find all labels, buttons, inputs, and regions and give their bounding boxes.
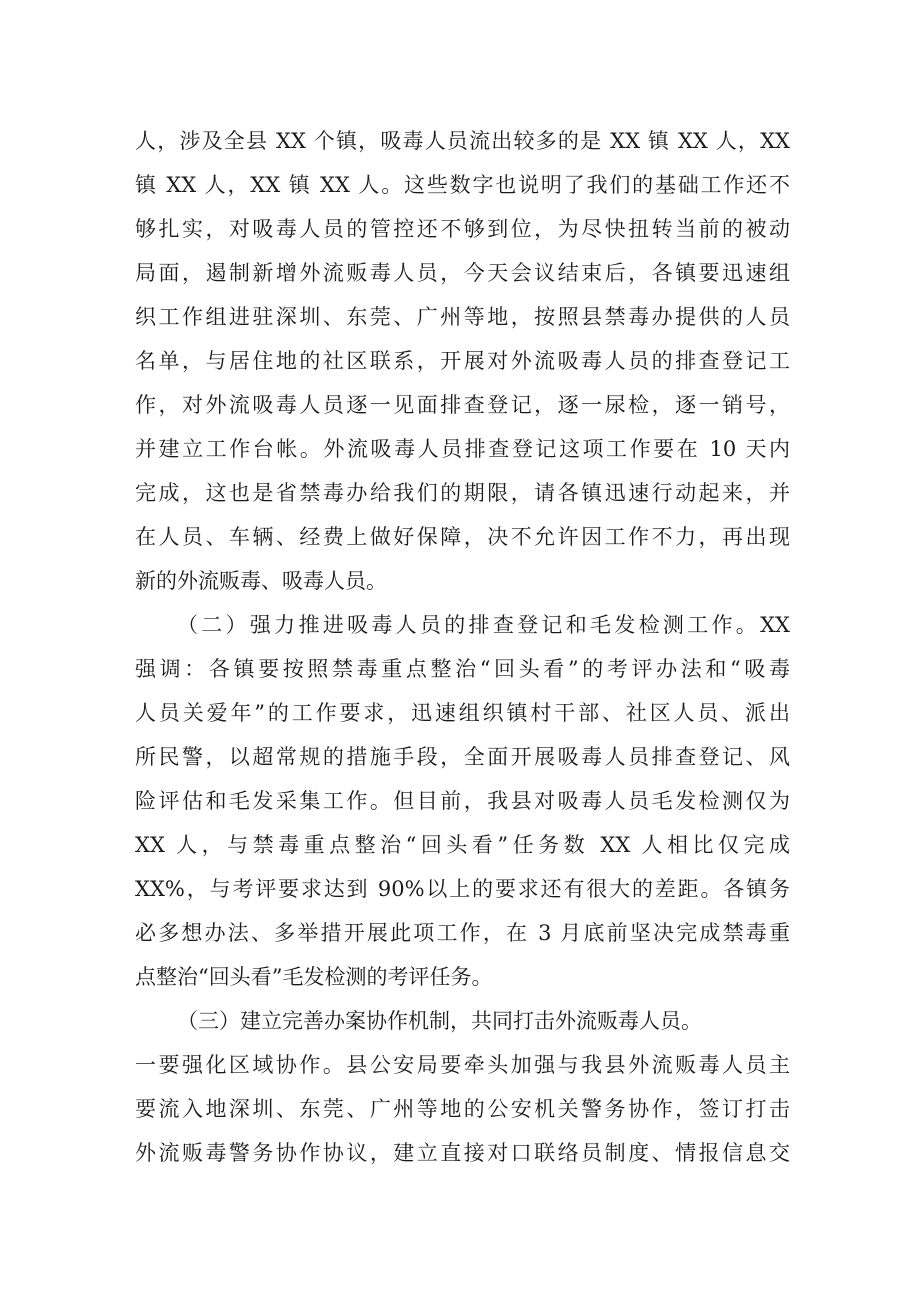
text-line-2: 镇 XX 人，XX 镇 XX 人。这些数字也说明了我们的基础工作还不: [135, 173, 790, 197]
text-line-18: XX%，与考评要求达到 90%以上的要求还有很大的差距。各镇务: [135, 877, 790, 901]
text-line-11: 新的外流贩毒、吸毒人员。: [135, 569, 387, 593]
text-line-8: 并建立工作台帐。外流吸毒人员排查登记这项工作要在 10 天内: [135, 437, 790, 461]
text-line-15: 所民警，以超常规的措施手段，全面开展吸毒人员排查登记、风: [135, 745, 790, 769]
text-line-5: 织工作组进驻深圳、东莞、广州等地，按照县禁毒办提供的人员: [135, 305, 790, 329]
text-line-16: 险评估和毛发采集工作。但目前，我县对吸毒人员毛发检测仅为: [135, 789, 790, 813]
text-line-17: XX 人，与禁毒重点整治“回头看”任务数 XX 人相比仅完成: [135, 833, 790, 857]
section-3-heading-line: （三）建立完善办案协作机制，共同打击外流贩毒人员。: [177, 1009, 702, 1033]
text-line-9: 完成，这也是省禁毒办给我们的期限，请各镇迅速行动起来，并: [135, 481, 790, 505]
text-line-13: 强调：各镇要按照禁毒重点整治“回头看”的考评办法和“吸毒: [135, 657, 790, 681]
text-line-14: 人员关爱年”的工作要求，迅速组织镇村干部、社区人员、派出: [135, 701, 790, 725]
text-line-7: 作，对外流吸毒人员逐一见面排查登记，逐一尿检，逐一销号，: [135, 393, 790, 417]
text-line-20: 点整治“回头看”毛发检测的考评任务。: [135, 965, 493, 989]
text-line-24: 外流贩毒警务协作协议，建立直接对口联络员制度、情报信息交: [135, 1141, 790, 1165]
text-line-19: 必多想办法、多举措开展此项工作，在 3 月底前坚决完成禁毒重: [135, 921, 790, 945]
text-line-10: 在人员、车辆、经费上做好保障，决不允许因工作不力，再出现: [135, 525, 790, 549]
text-line-1: 人，涉及全县 XX 个镇，吸毒人员流出较多的是 XX 镇 XX 人，XX: [135, 129, 790, 153]
text-line-3: 够扎实，对吸毒人员的管控还不够到位，为尽快扭转当前的被动: [135, 217, 790, 241]
section-2-heading-line: （二）强力推进吸毒人员的排查登记和毛发检测工作。XX: [177, 613, 790, 637]
text-line-6: 名单，与居住地的社区联系，开展对外流吸毒人员的排查登记工: [135, 349, 790, 373]
text-line-23: 要流入地深圳、东莞、广州等地的公安机关警务协作，签订打击: [135, 1097, 790, 1121]
text-line-4: 局面，遏制新增外流贩毒人员，今天会议结束后，各镇要迅速组: [135, 261, 790, 285]
text-line-22: 一要强化区域协作。县公安局要牵头加强与我县外流贩毒人员主: [135, 1053, 790, 1077]
